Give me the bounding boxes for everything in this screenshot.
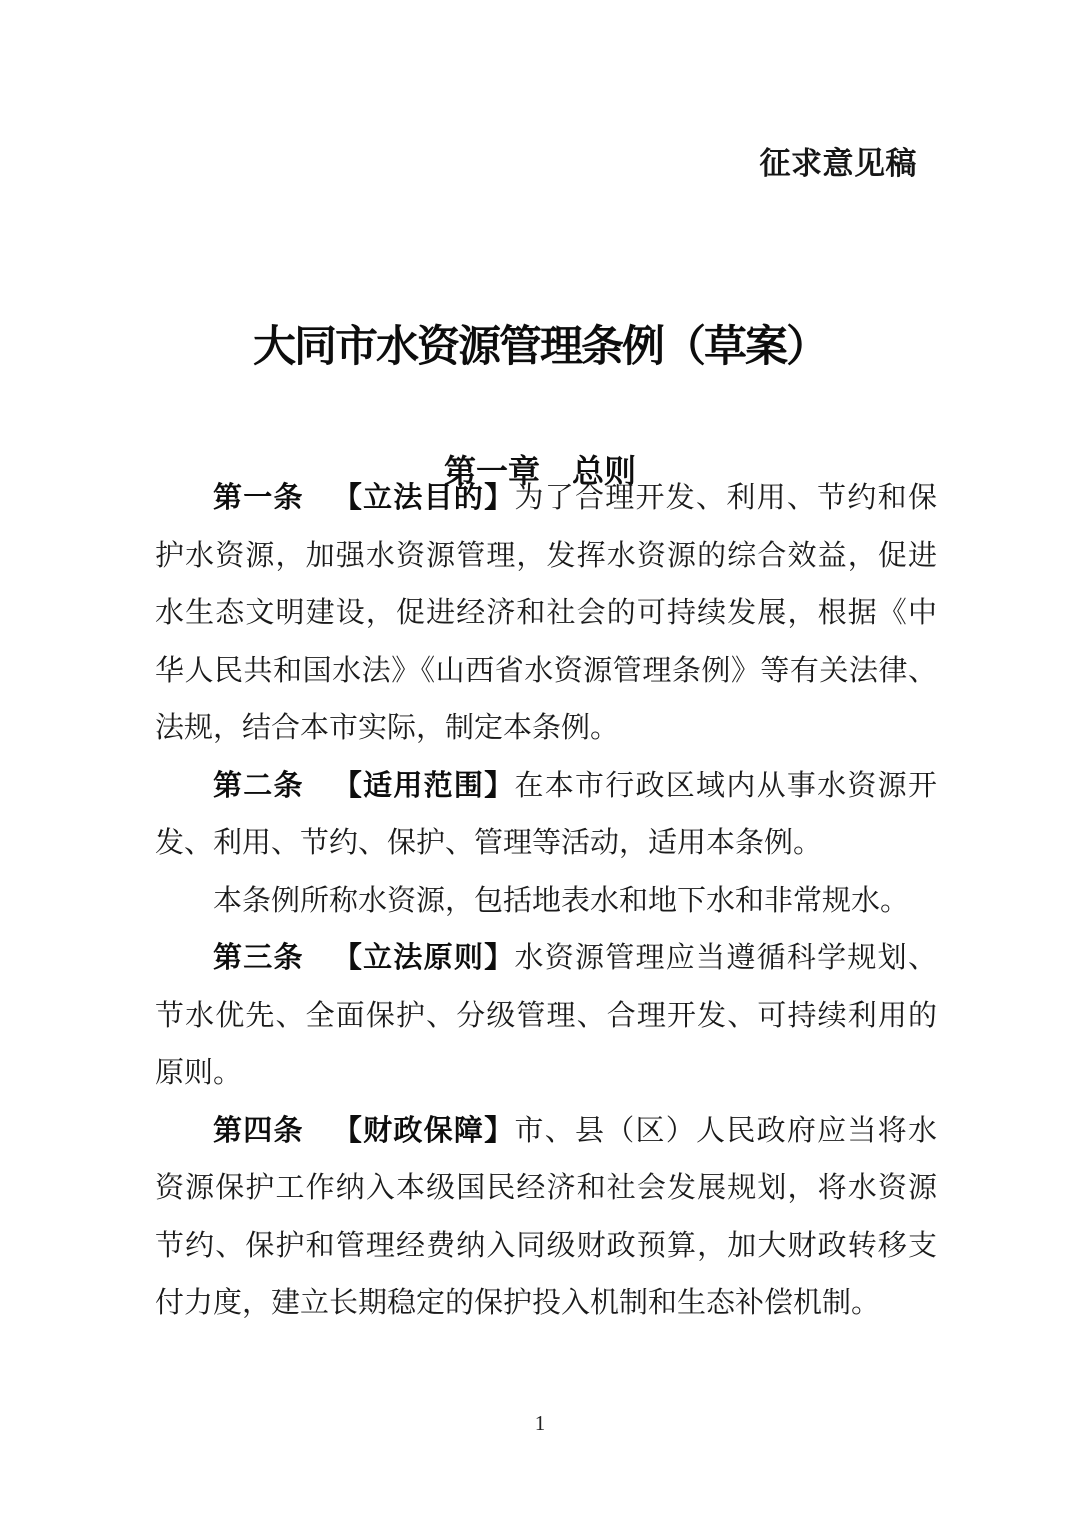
chapter-heading: 第一章 总则 xyxy=(443,452,636,489)
article-paragraph-4 xyxy=(155,930,937,1103)
article-text: 本条例所称水资源，包括地表水和地下水和非常规水。 xyxy=(213,884,910,917)
article-number: 第二条 xyxy=(213,769,304,802)
article-number: 第一条 xyxy=(213,482,304,514)
document-body xyxy=(155,470,937,1333)
article-tag: 【财政保障】 xyxy=(332,1114,515,1147)
page-number: 1 xyxy=(534,1411,546,1435)
article-number: 第四条 xyxy=(213,1114,304,1147)
document-title: 大同市水资源管理条例（草案） xyxy=(253,323,827,371)
article-paragraph-3 xyxy=(155,873,937,931)
article-tag: 【适用范围】 xyxy=(332,769,515,802)
article-text: 在本市行政区域内从事水资源开发、利用、节约、保护、管理等活动，适用本条例。 xyxy=(155,769,937,859)
article-paragraph-5 xyxy=(155,1103,937,1333)
review-status-note: 征求意见稿 xyxy=(759,146,917,181)
article-tag: 【立法原则】 xyxy=(332,942,515,974)
article-text: 水资源管理应当遵循科学规划、节水优先、全面保护、分级管理、合理开发、可持续利用的原则。 xyxy=(155,942,937,1089)
article-text: 市、县（区）人民政府应当将水资源保护工作纳入本级国民经济和社会发展规划，将水资源节约、保护和管理经费纳入同级财政预算，加大财政转移支付力度，建立长期稳定的保护投入机制和生态补偿机制。 xyxy=(155,1114,937,1319)
article-paragraph-2 xyxy=(155,758,937,873)
article-tag: 【立法目的】 xyxy=(332,482,515,514)
article-number: 第三条 xyxy=(213,942,304,974)
article-text: 为了合理开发、利用、节约和保护水资源，加强水资源管理，发挥水资源的综合效益，促进水生态文明建设，促进经济和社会的可持续发展，根据《中华人民共和国水法》《山西省水资源管理条例》等有关法律、法规，结合本市实际，制定本条例。 xyxy=(155,482,937,744)
article-paragraph-1 xyxy=(155,470,937,758)
